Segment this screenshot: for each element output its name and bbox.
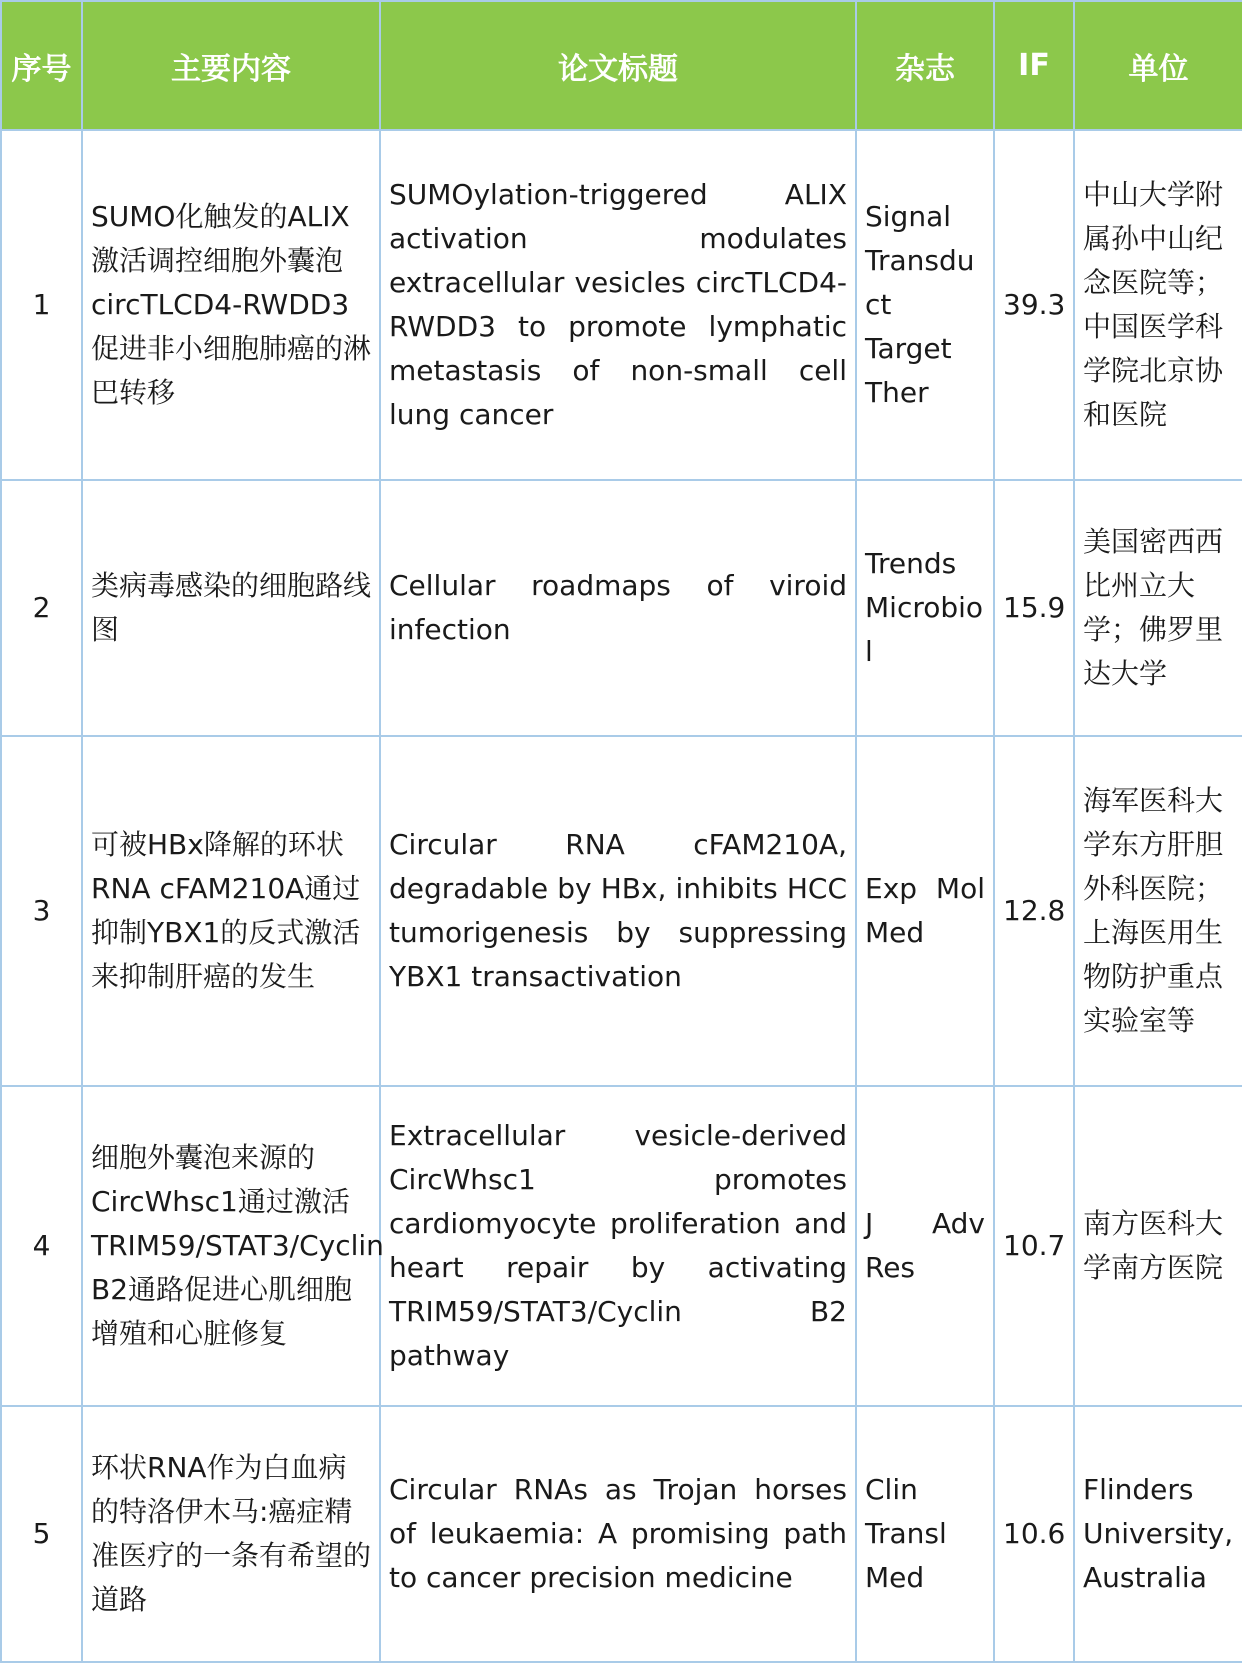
cell-if: 15.9 (994, 480, 1074, 736)
cell-content: 类病毒感染的细胞路线图 (82, 480, 380, 736)
table-row (1, 480, 1242, 736)
cell-title: Circular RNAs as Trojan horses of leukaemia: A promising path to cancer precision medicine (380, 1406, 856, 1662)
cell-journal: Signal Transduct Target Ther (856, 130, 994, 480)
cell-journal: J Adv Res (856, 1086, 994, 1406)
header-row (1, 1, 1242, 130)
table-row (1, 130, 1242, 480)
cell-no: 5 (1, 1406, 82, 1662)
header-journal: 杂志 (856, 1, 994, 130)
cell-if: 39.3 (994, 130, 1074, 480)
cell-if: 10.7 (994, 1086, 1074, 1406)
cell-no: 1 (1, 130, 82, 480)
cell-unit: 中山大学附属孙中山纪念医院等；中国医学科学院北京协和医院 (1074, 130, 1242, 480)
table-row (1, 1086, 1242, 1406)
cell-unit: 美国密西西比州立大学；佛罗里达大学 (1074, 480, 1242, 736)
cell-title: Extracellular vesicle-derived CircWhsc1 promotes cardiomyocyte proliferation and heart repair by activating TRIM59/STAT3/Cyclin B2 pathway (380, 1086, 856, 1406)
header-content: 主要内容 (82, 1, 380, 130)
cell-unit: 南方医科大学南方医院 (1074, 1086, 1242, 1406)
header-if: IF (994, 1, 1074, 130)
cell-content: 细胞外囊泡来源的CircWhsc1通过激活TRIM59/STAT3/Cyclin B2通路促进心肌细胞增殖和心脏修复 (82, 1086, 380, 1406)
cell-journal: Clin Transl Med (856, 1406, 994, 1662)
cell-no: 4 (1, 1086, 82, 1406)
cell-if: 12.8 (994, 736, 1074, 1086)
cell-if: 10.6 (994, 1406, 1074, 1662)
header-title: 论文标题 (380, 1, 856, 130)
cell-content: 可被HBx降解的环状RNA cFAM210A通过抑制YBX1的反式激活来抑制肝癌的发生 (82, 736, 380, 1086)
cell-no: 3 (1, 736, 82, 1086)
header-unit: 单位 (1074, 1, 1242, 130)
cell-content: SUMO化触发的ALIX激活调控细胞外囊泡circTLCD4-RWDD3促进非小细胞肺癌的淋巴转移 (82, 130, 380, 480)
cell-content: 环状RNA作为白血病的特洛伊木马:癌症精准医疗的一条有希望的道路 (82, 1406, 380, 1662)
cell-no: 2 (1, 480, 82, 736)
header-no: 序号 (1, 1, 82, 130)
cell-title: SUMOylation-triggered ALIX activation modulates extracellular vesicles circTLCD4-RWDD3 to promote lymphatic metastasis of non-small cell lung cancer (380, 130, 856, 480)
cell-title: Cellular roadmaps of viroid infection (380, 480, 856, 736)
cell-journal: Exp Mol Med (856, 736, 994, 1086)
cell-unit: Flinders University, Australia (1074, 1406, 1242, 1662)
table-header (1, 1, 1242, 130)
table-body (1, 130, 1242, 1662)
cell-unit: 海军医科大学东方肝胆外科医院；上海医用生物防护重点实验室等 (1074, 736, 1242, 1086)
cell-title: Circular RNA cFAM210A, degradable by HBx, inhibits HCC tumorigenesis by suppressing YBX1 transactivation (380, 736, 856, 1086)
table-row (1, 1406, 1242, 1662)
table-row (1, 736, 1242, 1086)
cell-journal: Trends Microbiol (856, 480, 994, 736)
